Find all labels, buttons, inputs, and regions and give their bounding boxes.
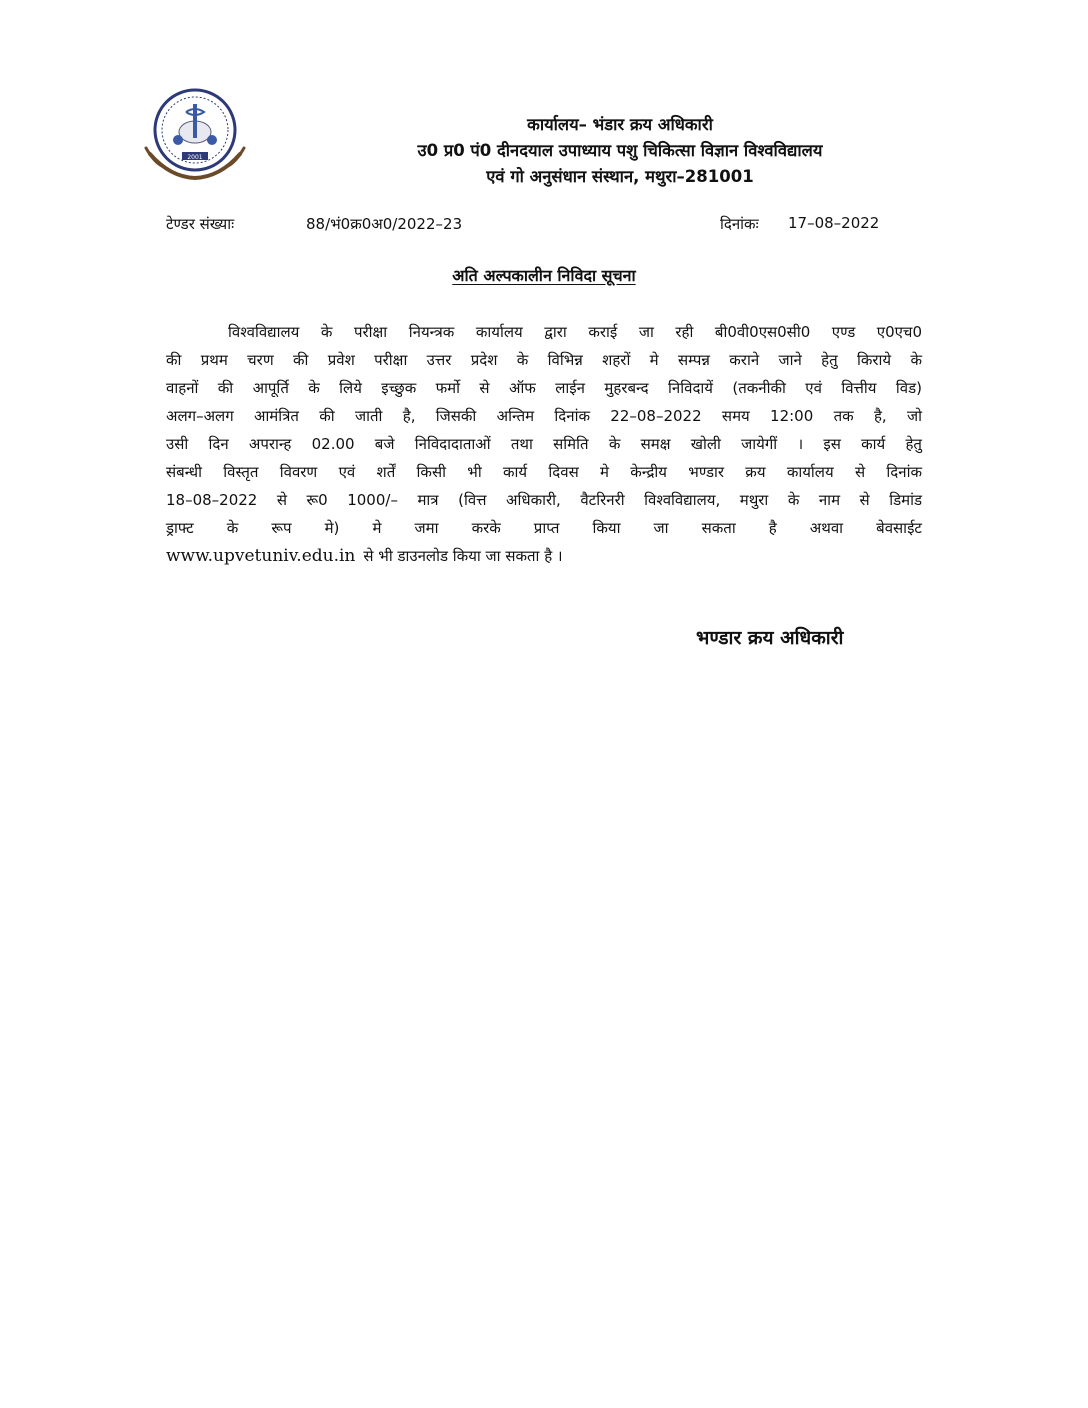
- office-header: [260, 112, 980, 190]
- body-line: ड्राफ्ट के रूप मे) मे जमा करके प्राप्त किया जा सकता है अथवा बेवसाईट: [166, 519, 922, 537]
- body-line-tail: से भी डाउनलोड किया जा सकता है ।: [363, 547, 563, 565]
- header-university-line: उ0 प्र0 पं0 दीनदयाल उपाध्याय पशु चिकित्सा विज्ञान विश्वविद्यालय: [417, 141, 823, 160]
- body-line: अलग–अलग आमंत्रित की जाती है, जिसकी अन्तिम दिनांक 22–08–2022 समय 12:00 तक है, जो: [166, 407, 922, 425]
- tender-number: 88/भं0क्र0अ0/2022–23: [306, 215, 463, 233]
- body-line: वाहनों की आपूर्ति के लिये इच्छुक फर्मो से ऑफ लाईन मुहरबन्द निविदायें (तकनीकी एवं वित्तीय विड): [166, 379, 922, 397]
- date-label: दिनांकः: [720, 215, 759, 233]
- tender-number-label: टेण्डर संख्याः: [166, 215, 235, 233]
- body-line: संबन्धी विस्तृत विवरण एवं शर्तें किसी भी कार्य दिवस मे केन्द्रीय भण्डार क्रय कार्यालय से दिनांक: [166, 463, 922, 481]
- website-link[interactable]: www.upvetuniv.edu.in: [166, 546, 356, 566]
- header-institute-line: एवं गो अनुसंधान संस्थान, मथुरा–281001: [486, 167, 754, 186]
- logo-year: 2001: [187, 154, 203, 161]
- body-line: विश्वविद्यालय के परीक्षा नियन्त्रक कार्यालय द्वारा कराई जा रही बी0वी0एस0सी0 एण्ड ए0एच0: [228, 323, 922, 341]
- body-line: की प्रथम चरण की प्रवेश परीक्षा उत्तर प्रदेश के विभिन्न शहरों मे सम्पन्न कराने जाने हेतु किराये के: [166, 351, 922, 369]
- reference-row: [166, 214, 890, 238]
- university-logo: [140, 82, 250, 182]
- notice-title-text: अति अल्पकालीन निविदा सूचना: [452, 266, 636, 285]
- notice-title: [0, 264, 1088, 286]
- header-office-line: कार्यालय– भंडार क्रय अधिकारी: [527, 115, 713, 134]
- body-last-line: [166, 542, 922, 570]
- signature-designation: भण्डार क्रय अधिकारी: [696, 627, 844, 649]
- body-line: 18–08–2022 से रू0 1000/– मात्र (वित्त अधिकारी, वैटरिनरी विश्वविद्यालय, मथुरा के नाम से डिमांड: [166, 491, 922, 509]
- notice-body: [166, 318, 922, 570]
- body-line: उसी दिन अपरान्ह 02.00 बजे निविदादाताओं तथा समिति के समक्ष खोली जायेगीं । इस कार्य हेतु: [166, 435, 922, 453]
- date-value: 17–08–2022: [788, 214, 880, 232]
